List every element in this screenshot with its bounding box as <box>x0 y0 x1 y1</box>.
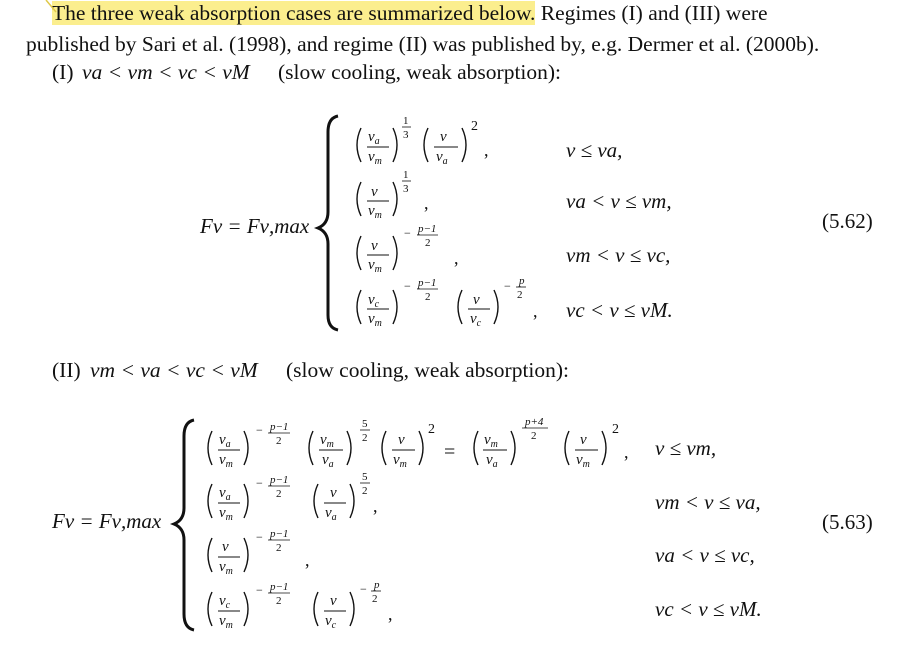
regime1-label: (I) <box>52 60 74 84</box>
math-glyph <box>458 290 462 324</box>
math-glyph: p+4 <box>525 416 544 428</box>
math-glyph: − <box>404 226 411 240</box>
regime2-heading <box>52 358 569 382</box>
regime2-case-4 <box>208 579 393 631</box>
math-glyph: $\nu_m$ <box>368 149 382 167</box>
math-glyph <box>350 484 354 518</box>
math-glyph <box>208 592 212 626</box>
math-glyph <box>244 538 248 572</box>
regime2-case-2 <box>208 471 378 523</box>
eq-number-5-62: (5.62) <box>822 209 873 233</box>
math-glyph: $\nu_m$ <box>368 257 382 275</box>
math-glyph <box>474 431 478 465</box>
math-glyph: m <box>490 439 498 450</box>
math-glyph: $\nu_a$ <box>368 129 380 147</box>
math-glyph: $\nu_c$ <box>325 613 337 631</box>
math-glyph <box>314 484 318 518</box>
regime1-case-2 <box>357 169 429 221</box>
math-glyph: m <box>374 156 382 167</box>
regime1-case-4 <box>357 275 538 329</box>
math-glyph: m <box>225 512 233 523</box>
regime1-lhs: Fν = Fν,max <box>200 214 310 238</box>
eq-number-5-63: (5.63) <box>822 510 873 534</box>
regime2-cond-1: ν ≤ νm, <box>655 436 717 460</box>
math-glyph: 3 <box>403 129 409 141</box>
math-glyph: ν <box>473 292 480 308</box>
math-glyph: 2 <box>612 422 619 437</box>
math-glyph: 3 <box>403 183 409 195</box>
math-glyph: 2 <box>517 289 523 301</box>
math-glyph: $\nu_a$ <box>325 505 337 523</box>
math-glyph: , <box>484 140 489 160</box>
math-glyph: m <box>225 566 233 577</box>
math-glyph: $\nu_a$ <box>219 432 231 450</box>
math-glyph: p <box>374 579 380 591</box>
math-glyph: p−1 <box>270 474 289 486</box>
math-glyph: , <box>424 193 429 213</box>
regime2-condition: νm < νa < νc < νM <box>90 358 258 382</box>
regime2-description: (slow cooling, weak absorption): <box>286 358 570 382</box>
math-glyph: m <box>225 459 233 470</box>
math-glyph: m <box>374 210 382 221</box>
math-glyph <box>244 592 248 626</box>
math-glyph: $\nu_m$ <box>368 203 382 221</box>
math-glyph <box>208 431 212 465</box>
math-glyph: p−1 <box>418 277 437 289</box>
math-glyph <box>347 431 351 465</box>
math-glyph: − <box>256 583 263 597</box>
math-glyph: , <box>624 442 629 462</box>
math-glyph: 2 <box>362 432 368 444</box>
math-glyph <box>424 128 428 162</box>
math-glyph: 2 <box>425 237 431 249</box>
math-glyph: $\nu_c$ <box>470 311 482 329</box>
regime2-cond-3: νa < ν ≤ νc, <box>655 543 755 567</box>
math-glyph <box>244 484 248 518</box>
math-glyph: p <box>519 275 525 287</box>
math-glyph: p−1 <box>270 421 289 433</box>
math-glyph: $\nu_a$ <box>486 452 498 470</box>
math-glyph: c <box>331 620 337 631</box>
math-glyph: m <box>225 620 233 631</box>
math-glyph: 2 <box>276 488 282 500</box>
math-glyph: a <box>492 459 498 470</box>
math-glyph <box>350 592 354 626</box>
regime1-heading <box>52 60 561 84</box>
math-glyph: $\nu_m$ <box>320 432 334 450</box>
math-glyph <box>357 182 361 216</box>
math-glyph <box>357 236 361 270</box>
math-glyph <box>208 538 212 572</box>
math-glyph: ν <box>330 593 337 609</box>
math-glyph: 2 <box>276 435 282 447</box>
math-glyph: , <box>454 248 459 268</box>
math-glyph <box>462 128 466 162</box>
math-glyph <box>393 236 397 270</box>
math-glyph: $\nu_m$ <box>393 452 407 470</box>
math-glyph: m <box>326 439 334 450</box>
math-glyph <box>357 290 361 324</box>
math-glyph: 1 <box>403 169 409 181</box>
math-glyph <box>314 592 318 626</box>
math-glyph <box>244 431 248 465</box>
math-glyph: p−1 <box>270 581 289 593</box>
math-glyph: ν <box>371 238 378 254</box>
math-glyph: $\nu_m$ <box>219 613 233 631</box>
math-glyph: m <box>374 264 382 275</box>
math-glyph: a <box>331 512 337 523</box>
math-glyph <box>208 484 212 518</box>
math-glyph: $\nu_m$ <box>576 452 590 470</box>
math-glyph: − <box>360 582 367 596</box>
math-glyph: $\nu_c$ <box>368 292 380 310</box>
math-glyph: c <box>476 318 482 329</box>
math-glyph: 5 <box>362 471 368 483</box>
math-glyph: 2 <box>471 119 478 134</box>
math-glyph: m <box>399 459 407 470</box>
math-glyph: 2 <box>531 430 537 442</box>
regime1-cond-3: νm < ν ≤ νc, <box>566 243 671 267</box>
regime1-cond-4: νc < ν ≤ νM. <box>566 298 673 322</box>
math-glyph: 2 <box>276 595 282 607</box>
regime2-lhs: Fν = Fν,max <box>52 509 162 533</box>
math-glyph: p−1 <box>418 223 437 235</box>
regime1-case-1 <box>357 115 489 167</box>
math-glyph <box>602 431 606 465</box>
math-glyph: c <box>374 299 380 310</box>
regime2-case-3 <box>208 528 310 577</box>
math-glyph: − <box>256 476 263 490</box>
math-glyph: ν <box>440 129 447 145</box>
regime1-cond-1: ν ≤ νa, <box>566 138 623 162</box>
math-glyph: 2 <box>428 422 435 437</box>
math-glyph: a <box>374 136 380 147</box>
paren-left <box>357 128 361 162</box>
math-glyph: − <box>404 279 411 293</box>
math-glyph <box>393 182 397 216</box>
math-glyph <box>511 431 515 465</box>
math-glyph: 5 <box>362 418 368 430</box>
regime2-cond-2: νm < ν ≤ νa, <box>655 490 761 514</box>
math-glyph: $\nu_a$ <box>322 452 334 470</box>
math-glyph: ν <box>580 432 587 448</box>
math-glyph: $\nu_a$ <box>436 149 448 167</box>
math-glyph: a <box>225 439 231 450</box>
highlighted-sentence: The three weak absorption cases are summarized below. <box>52 1 536 25</box>
math-glyph: 1 <box>403 115 409 127</box>
math-glyph: $\nu_c$ <box>219 593 231 611</box>
math-glyph: − <box>256 423 263 437</box>
math-glyph <box>494 290 498 324</box>
math-glyph: a <box>328 459 334 470</box>
math-glyph: m <box>374 318 382 329</box>
regime2-brace <box>174 420 194 630</box>
paren-right <box>393 128 397 162</box>
regime2-label: (II) <box>52 358 81 382</box>
math-glyph: $\nu_m$ <box>219 505 233 523</box>
math-glyph: $\nu_m$ <box>219 452 233 470</box>
regime1-cond-2: νa < ν ≤ νm, <box>566 189 672 213</box>
math-glyph: c <box>225 600 231 611</box>
math-glyph: ν <box>398 432 405 448</box>
math-glyph: ν <box>222 539 229 555</box>
regime2-case-1 <box>208 416 629 470</box>
regime1-brace <box>318 116 338 330</box>
math-glyph: − <box>256 530 263 544</box>
math-glyph: p−1 <box>270 528 289 540</box>
math-glyph: 2 <box>276 542 282 554</box>
math-glyph <box>309 431 313 465</box>
math-glyph: ν <box>330 485 337 501</box>
math-glyph <box>393 290 397 324</box>
annotation-marker-icon <box>46 0 56 12</box>
regime2-cond-4: νc < ν ≤ νM. <box>655 597 762 621</box>
regime1-case-3 <box>357 223 459 275</box>
intro-line-1-rest: Regimes (I) and (III) were <box>535 1 768 25</box>
math-glyph: 2 <box>425 291 431 303</box>
math-glyph: = <box>444 441 456 463</box>
math-glyph <box>382 431 386 465</box>
math-glyph: m <box>582 459 590 470</box>
math-glyph: , <box>305 550 310 570</box>
math-glyph: 2 <box>372 593 378 605</box>
math-glyph: a <box>442 156 448 167</box>
math-glyph: , <box>533 301 538 321</box>
math-glyph: − <box>504 279 511 293</box>
math-glyph: $\nu_m$ <box>219 559 233 577</box>
math-glyph: , <box>388 604 393 624</box>
math-glyph: 2 <box>362 485 368 497</box>
math-glyph: $\nu_a$ <box>219 485 231 503</box>
math-glyph: , <box>373 496 378 516</box>
intro-line-2: published by Sari et al. (1998), and regime (II) was published by, e.g. Dermer et al. (2000b). <box>26 32 820 56</box>
math-glyph: ν <box>371 184 378 200</box>
math-glyph <box>565 431 569 465</box>
math-glyph: $\nu_m$ <box>368 311 382 329</box>
math-glyph <box>419 431 423 465</box>
math-glyph: a <box>225 492 231 503</box>
regime1-description: (slow cooling, weak absorption): <box>278 60 562 84</box>
math-glyph: $\nu_m$ <box>484 432 498 450</box>
regime1-condition: νa < νm < νc < νM <box>82 60 250 84</box>
